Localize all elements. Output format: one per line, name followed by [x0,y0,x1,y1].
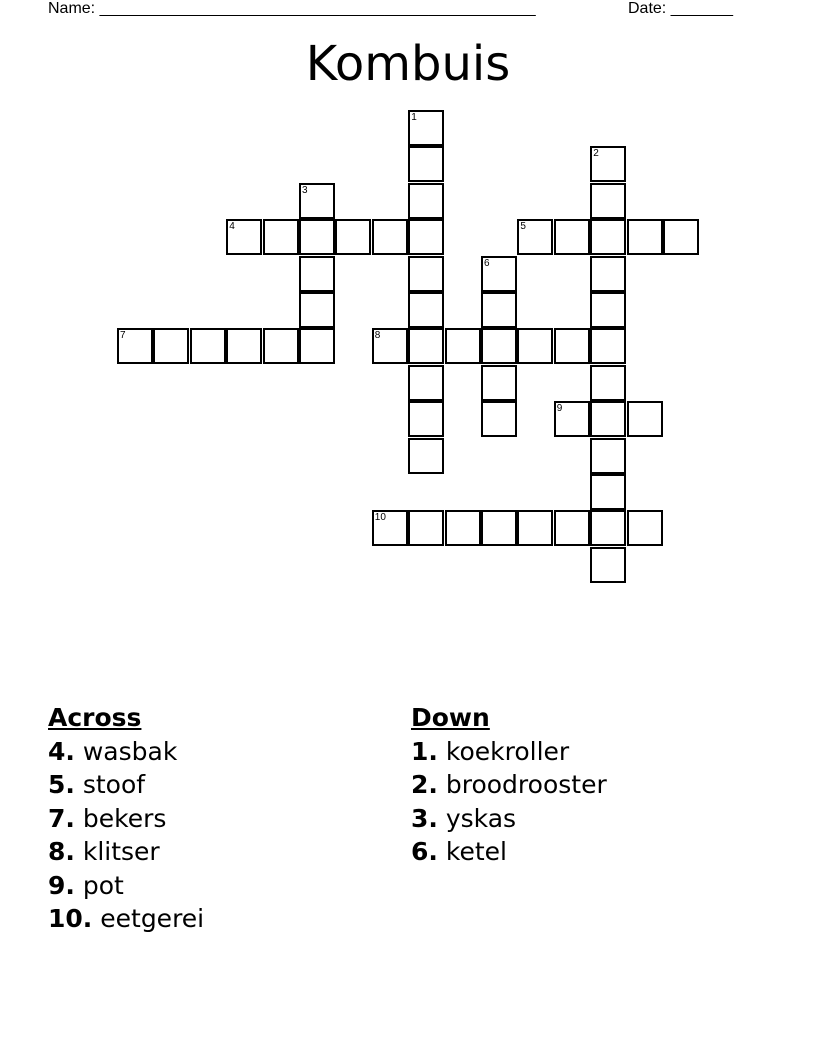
grid-cell[interactable] [190,328,226,364]
clue-number: 5 [520,221,526,233]
grid-cell[interactable] [481,292,517,328]
grid-cell[interactable] [299,183,335,219]
clue-text: bekers [82,803,167,833]
clue-number: 10 [374,512,386,524]
grid-cell[interactable] [554,401,590,437]
clue-label: 9. [48,870,75,900]
grid-cell[interactable] [590,438,626,474]
down-clue [411,802,771,835]
grid-cell[interactable] [517,219,553,255]
across-clues [48,701,408,935]
grid-cell[interactable] [408,292,444,328]
clue-text: eetgerei [100,904,205,934]
across-clue [48,768,408,801]
grid-cell[interactable] [590,256,626,292]
grid-cell[interactable] [372,328,408,364]
grid-cell[interactable] [408,110,444,146]
grid-cell[interactable] [481,256,517,292]
grid-cell[interactable] [554,328,590,364]
grid-cell[interactable] [481,510,517,546]
grid-cell[interactable] [590,183,626,219]
grid-cell[interactable] [226,219,262,255]
grid-cell[interactable] [226,328,262,364]
grid-cell[interactable] [481,401,517,437]
grid-cell[interactable] [517,510,553,546]
date-field[interactable]: Date: _______ [628,0,733,17]
grid-cell[interactable] [627,401,663,437]
grid-cell[interactable] [408,438,444,474]
grid-cell[interactable] [372,219,408,255]
grid-cell[interactable] [408,328,444,364]
grid-cell[interactable] [408,256,444,292]
clue-label: 1. [411,737,438,766]
grid-cell[interactable] [590,365,626,401]
across-clue [48,902,408,935]
grid-cell[interactable] [445,328,481,364]
puzzle-title: Kombuis [305,36,511,92]
grid-cell[interactable] [408,510,444,546]
grid-cell[interactable] [590,547,626,583]
clue-text: yskas [445,803,517,833]
clue-text: ketel [445,837,507,867]
grid-cell[interactable] [590,219,626,255]
name-field[interactable]: Name: _________________________________________________ [48,0,536,17]
grid-cell[interactable] [627,219,663,255]
grid-cell[interactable] [299,256,335,292]
grid-cell[interactable] [627,510,663,546]
across-clue [48,835,408,868]
clue-text: stoof [82,770,146,800]
down-clue [411,835,771,868]
grid-cell[interactable] [335,219,371,255]
clue-number: 3 [302,184,308,196]
clue-text: klitser [82,837,160,867]
grid-cell[interactable] [408,183,444,219]
clue-label: 3. [411,803,438,833]
grid-cell[interactable] [590,401,626,437]
clue-label: 2. [411,770,438,800]
clue-label: 5. [48,770,75,800]
clue-text: koekroller [445,737,570,766]
grid-cell[interactable] [481,328,517,364]
across-clue [48,735,408,768]
grid-cell[interactable] [153,328,189,364]
clue-text: broodrooster [445,770,607,800]
grid-cell[interactable] [299,292,335,328]
across-heading: Across [48,703,142,732]
clue-number: 2 [593,148,599,160]
down-clues [411,701,771,869]
grid-cell[interactable] [590,146,626,182]
grid-cell[interactable] [590,328,626,364]
clue-label: 8. [48,837,75,867]
down-clue [411,768,771,801]
down-clue [411,735,771,768]
grid-cell[interactable] [445,510,481,546]
clue-number: 4 [229,221,235,233]
clue-label: 10. [48,904,93,934]
grid-cell[interactable] [590,510,626,546]
grid-cell[interactable] [263,328,299,364]
clue-number: 7 [120,330,126,342]
clue-number: 1 [411,112,417,123]
grid-cell[interactable] [481,365,517,401]
grid-cell[interactable] [263,219,299,255]
clue-label: 7. [48,803,75,833]
grid-cell[interactable] [408,219,444,255]
grid-cell[interactable] [663,219,699,255]
grid-cell[interactable] [117,328,153,364]
clue-text: wasbak [82,737,178,766]
down-heading: Down [411,703,490,732]
grid-cell[interactable] [299,328,335,364]
across-clue [48,802,408,835]
clue-number: 8 [374,330,381,342]
grid-cell[interactable] [372,510,408,546]
grid-cell[interactable] [408,146,444,182]
clue-label: 4. [48,737,75,766]
grid-cell[interactable] [554,510,590,546]
grid-cell[interactable] [408,401,444,437]
clue-text: pot [82,870,124,900]
grid-cell[interactable] [299,219,335,255]
clue-label: 6. [411,837,438,867]
clue-number: 6 [484,257,490,269]
grid-cell[interactable] [590,474,626,510]
grid-cell[interactable] [590,292,626,328]
across-clue [48,869,408,902]
clue-number: 9 [556,403,563,415]
grid-cell[interactable] [554,219,590,255]
grid-cell[interactable] [408,365,444,401]
grid-cell[interactable] [517,328,553,364]
